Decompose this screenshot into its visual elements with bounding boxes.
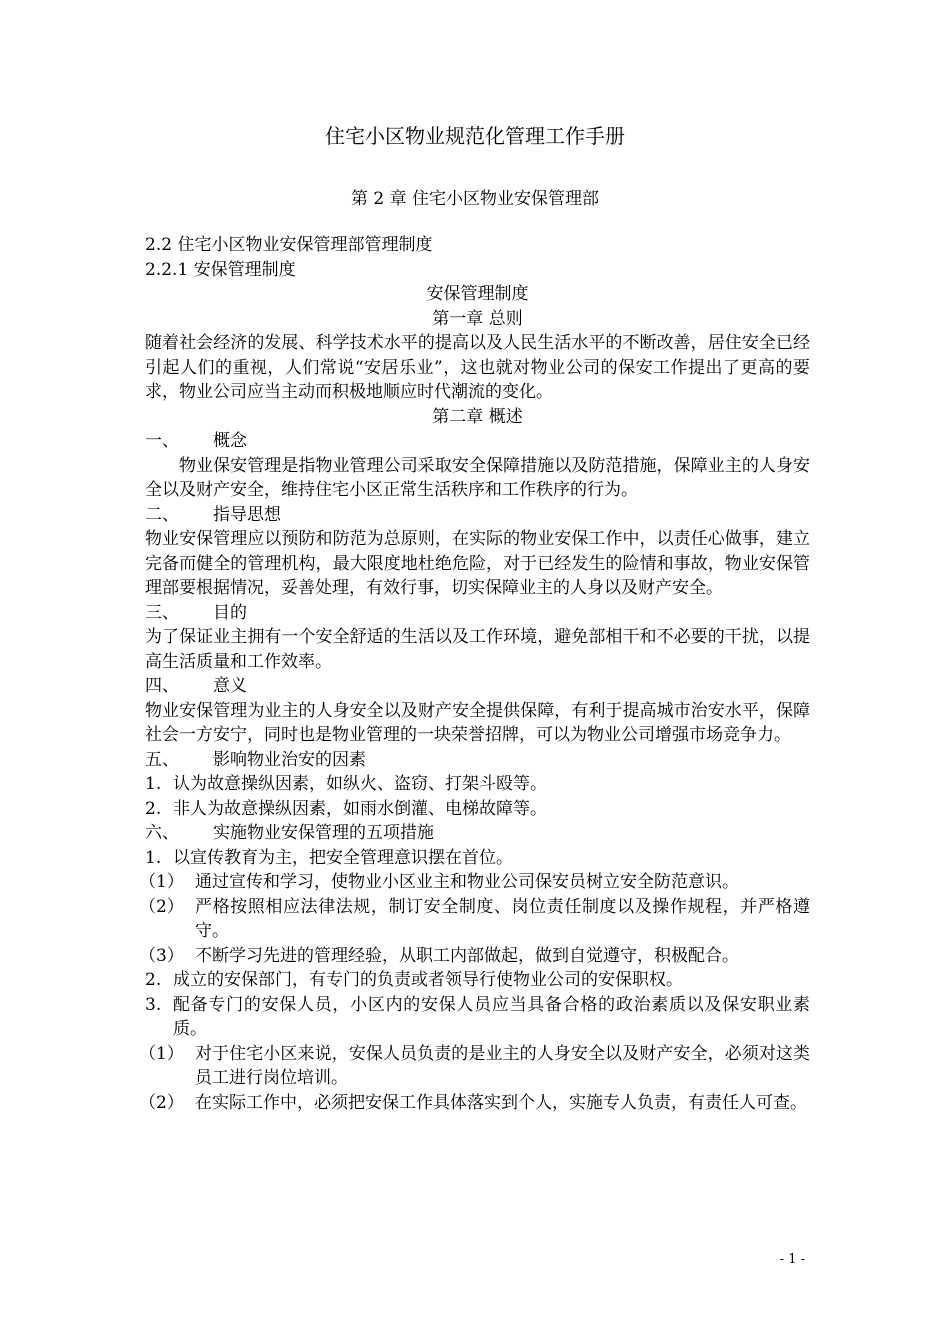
sub-list-marker: （2） xyxy=(139,896,184,917)
list-text: 认为故意操纵因素，如纵火、盗窃、打架斗殴等。 xyxy=(173,774,547,794)
document-body xyxy=(139,233,810,1115)
item-paragraph: 物业保安管理是指物业管理公司采取安全保障措施以及防范措施，保障业主的人身安全以及财产安全，维持住宅小区正常生活秩序和工作秩序的行为。 xyxy=(145,455,810,500)
sub-list-text: 不断学习先进的管理经验，从职工内部做起，做到自觉遵守，积极配合。 xyxy=(195,945,739,966)
item-heading xyxy=(145,821,810,846)
item-number: 二、 xyxy=(145,504,179,525)
item-heading xyxy=(145,748,810,773)
item-heading xyxy=(145,601,810,626)
sub-list-marker: （2） xyxy=(139,1092,184,1113)
sub-list-text: 通过宣传和学习，使物业小区业主和物业公司保安员树立安全防范意识。 xyxy=(195,872,739,892)
list-item xyxy=(145,772,810,797)
item-title: 概念 xyxy=(213,431,247,451)
list-text: 配备专门的安保人员，小区内的安保人员应当具备合格的政治素质以及保安职业素质。 xyxy=(173,994,810,1039)
item-paragraph: 物业安保管理应以预防和防范为总原则，在实际的物业安保工作中，以责任心做事，建立完备而健全的管理机构，最大限度地杜绝危险，对于已经发生的险情和事故，物业安保管理部要根据情况，妥善处理，有效行事，切实保障业主的人身以及财产安全。 xyxy=(145,529,810,598)
item-heading xyxy=(145,503,810,528)
item-title: 目的 xyxy=(213,602,247,623)
list-item xyxy=(145,846,810,871)
sub-list-item xyxy=(139,1091,810,1116)
list-text: 以宣传教育为主，把安全管理意识摆在首位。 xyxy=(173,847,513,868)
subsection-heading: 2.2.1 安保管理制度 xyxy=(145,259,296,280)
item-number: 三、 xyxy=(145,602,179,623)
chapter-title: 第 2 章 住宅小区物业安保管理部 xyxy=(350,189,600,209)
item-title: 实施物业安保管理的五项措施 xyxy=(213,823,434,843)
item-heading xyxy=(145,674,810,699)
item-number: 一、 xyxy=(145,431,179,451)
sub-list-item xyxy=(139,895,810,944)
item-title: 影响物业治安的因素 xyxy=(213,749,366,770)
item-title: 指导思想 xyxy=(213,504,281,525)
chapter-two-title: 第二章 概述 xyxy=(432,406,523,427)
item-paragraph: 为了保证业主拥有一个安全舒适的生活以及工作环境，避免部相干和不必要的干扰，以提高生活质量和工作效率。 xyxy=(145,627,810,672)
list-marker: 2. xyxy=(145,798,162,819)
item-heading xyxy=(145,429,810,454)
sub-list-item xyxy=(139,1042,810,1091)
list-marker: 1. xyxy=(145,774,162,794)
list-item xyxy=(145,968,810,993)
item-number: 六、 xyxy=(145,823,179,843)
sub-list-marker: （1） xyxy=(139,1043,184,1064)
chapter-one-title: 第一章 总则 xyxy=(432,308,523,329)
list-marker: 3. xyxy=(145,994,162,1015)
page-number: - 1 - xyxy=(779,1252,805,1267)
sub-list-marker: （1） xyxy=(139,872,184,892)
sub-list-item xyxy=(139,870,810,895)
sub-list-marker: （3） xyxy=(139,945,184,966)
sub-list-text: 严格按照相应法律法规，制订安全制度、岗位责任制度以及操作规程，并严格遵守。 xyxy=(195,896,810,941)
sub-list-item xyxy=(139,944,810,969)
item-number: 四、 xyxy=(145,676,179,696)
item-title: 意义 xyxy=(213,676,247,696)
list-item xyxy=(145,797,810,822)
list-text: 成立的安保部门，有专门的负责或者领导行使物业公司的安保职权。 xyxy=(173,970,683,990)
chapter-one-paragraph: 随着社会经济的发展、科学技术水平的提高以及人民生活水平的不断改善，居住安全已经引起人们的重视，人们常说“安居乐业”，这也就对物业公司的保安工作提出了更高的要求，物业公司应当主动而积极地顺应时代潮流的变化。 xyxy=(145,333,810,402)
sub-list-text: 对于住宅小区来说，安保人员负责的是业主的人身安全以及财产安全，必须对这类员工进行岗位培训。 xyxy=(195,1043,810,1088)
regulation-title: 安保管理制度 xyxy=(426,284,529,304)
list-marker: 2. xyxy=(145,970,162,990)
sub-list-text: 在实际工作中，必须把安保工作具体落实到个人，实施专人负责，有责任人可查。 xyxy=(195,1092,807,1113)
item-paragraph: 物业安保管理为业主的人身安全以及财产安全提供保障，有利于提高城市治安水平，保障社会一方安宁，同时也是物业管理的一块荣誉招牌，可以为物业公司增强市场竞争力。 xyxy=(145,700,810,745)
list-text: 非人为故意操纵因素，如雨水倒灌、电梯故障等。 xyxy=(173,798,547,819)
list-marker: 1. xyxy=(145,847,162,868)
section-heading: 2.2 住宅小区物业安保管理部管理制度 xyxy=(145,235,433,255)
list-item xyxy=(145,993,810,1042)
item-number: 五、 xyxy=(145,749,179,770)
document-title: 住宅小区物业规范化管理工作手册 xyxy=(325,124,625,148)
